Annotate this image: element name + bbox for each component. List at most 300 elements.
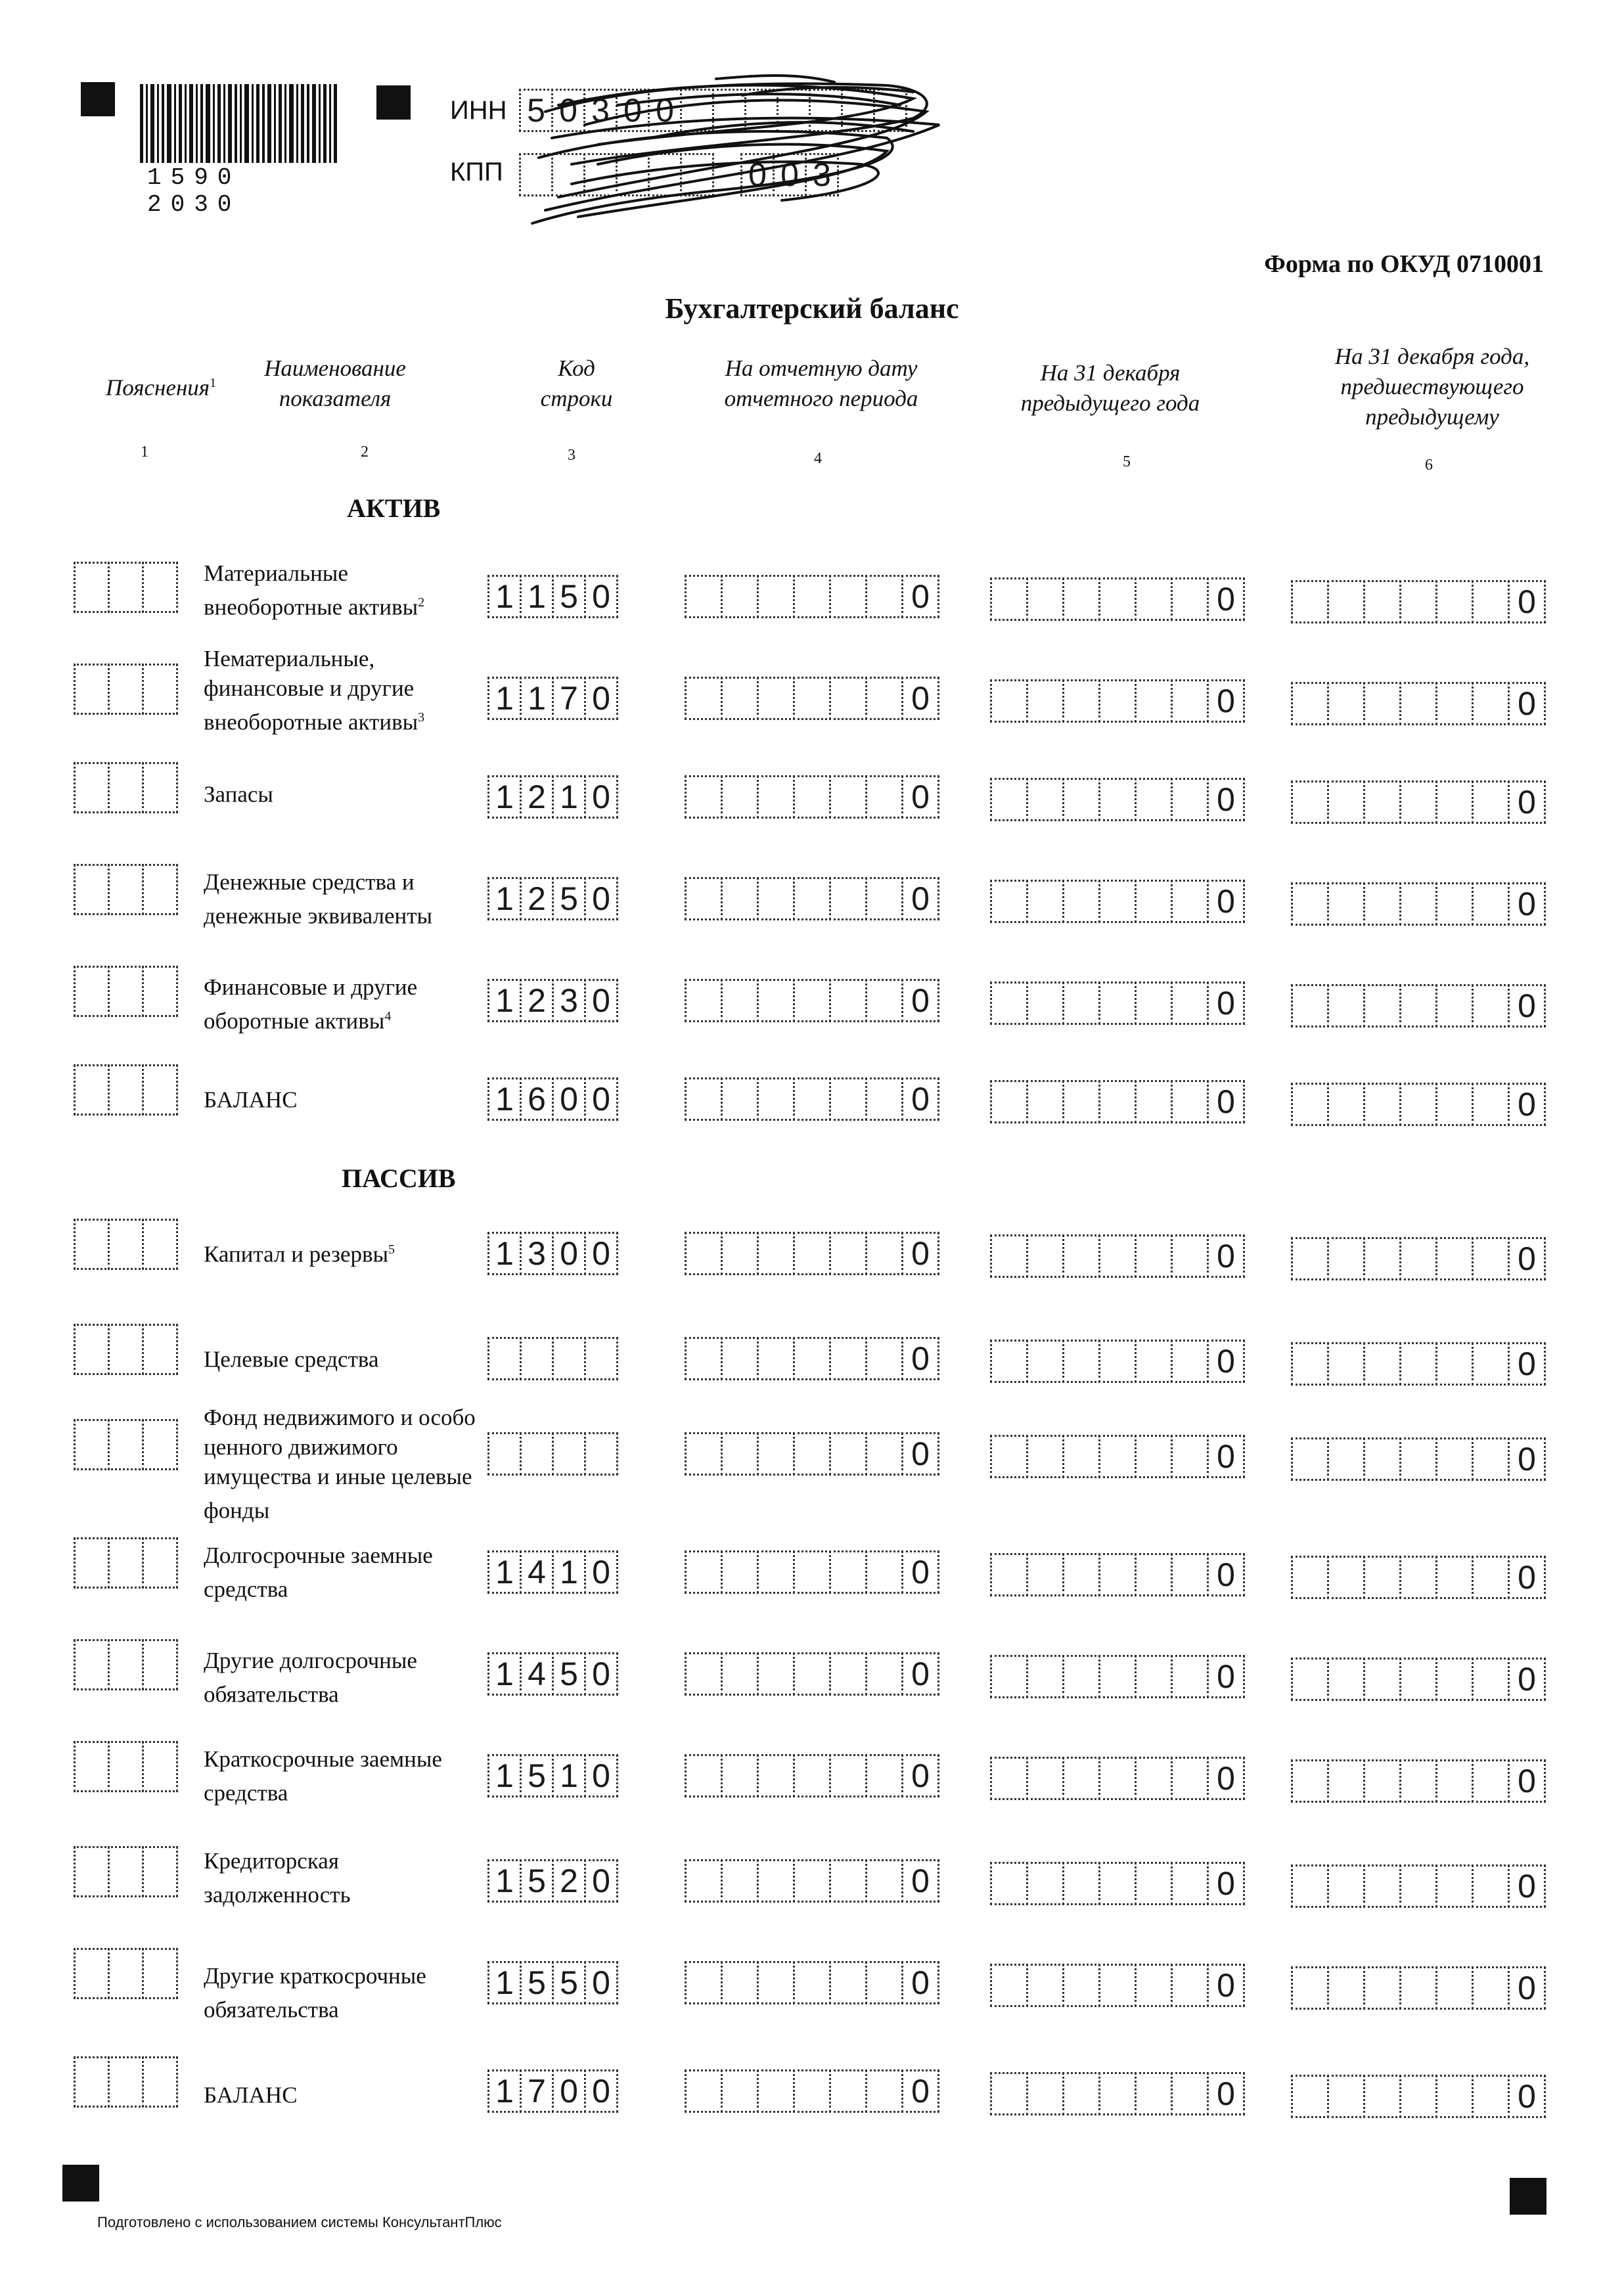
- line-code-digit: 0: [584, 575, 618, 618]
- line-code-digit: [584, 1337, 618, 1380]
- value-cell-empty: [1026, 1340, 1064, 1383]
- footnote-marker: 2: [418, 595, 425, 610]
- line-code-digit: 5: [552, 1961, 586, 2004]
- line-code-cells: [489, 1232, 618, 1275]
- value-cell-empty: [990, 1080, 1028, 1123]
- line-code-digit: [487, 1337, 522, 1380]
- value-cells-column-4: [687, 677, 939, 720]
- column-number: 3: [568, 447, 575, 464]
- notes-cell: [142, 2056, 178, 2108]
- value-cell-empty: [865, 2069, 903, 2113]
- line-code-digit: 1: [487, 1754, 522, 1797]
- value-cell-empty: [990, 778, 1028, 821]
- value-cell: 0: [1508, 1342, 1546, 1386]
- value-cell-empty: [685, 575, 723, 618]
- line-code-digit: 0: [584, 677, 618, 720]
- value-cell: 0: [1207, 982, 1245, 1025]
- value-cell-empty: [990, 2072, 1028, 2115]
- row-label-text: Краткосрочные заемные средства: [204, 1746, 442, 1806]
- value-cell-empty: [1327, 1237, 1365, 1280]
- line-code-digit: 0: [584, 2069, 618, 2113]
- value-cell-empty: [721, 1652, 759, 1696]
- value-cell-empty: [865, 677, 903, 720]
- value-cells-column-4: [687, 1754, 939, 1797]
- value-cell-empty: [685, 1550, 723, 1594]
- value-cell-empty: [1291, 1966, 1329, 2010]
- notes-cells: [76, 664, 178, 715]
- value-cell-empty: [1399, 1864, 1437, 1908]
- notes-cell: [108, 1639, 144, 1690]
- value-cell-empty: [1171, 1964, 1209, 2007]
- notes-cell: [108, 1219, 144, 1270]
- notes-cell: [74, 2056, 110, 2108]
- line-code-digit: 4: [520, 1652, 554, 1696]
- value-cell-empty: [1291, 984, 1329, 1028]
- value-cell-empty: [829, 677, 867, 720]
- line-code-cells: [489, 1550, 618, 1594]
- value-cell-empty: [1399, 780, 1437, 824]
- value-cell-empty: [1435, 580, 1474, 623]
- value-cell-empty: [1171, 2072, 1209, 2115]
- line-code-cells: [489, 677, 618, 720]
- row-label: [204, 867, 480, 931]
- value-cell-empty: [1363, 1083, 1401, 1126]
- value-cells-column-5: [992, 1757, 1245, 1800]
- value-cell-empty: [685, 775, 723, 819]
- value-cell-empty: [685, 877, 723, 920]
- line-code-digit: 2: [552, 1859, 586, 1903]
- value-cell-empty: [1062, 1080, 1100, 1123]
- value-cell-empty: [793, 1961, 831, 2004]
- value-cell-empty: [1291, 1083, 1329, 1126]
- value-cell-empty: [793, 877, 831, 920]
- value-cell-empty: [1171, 1234, 1209, 1278]
- value-cell-empty: [1291, 1658, 1329, 1701]
- value-cell: 0: [1508, 1759, 1546, 1803]
- value-cell-empty: [1327, 2075, 1365, 2118]
- value-cell-empty: [1327, 882, 1365, 926]
- notes-cells: [76, 1219, 178, 1270]
- value-cell-empty: [793, 1337, 831, 1380]
- value-cell-empty: [1062, 2072, 1100, 2115]
- value-cell-empty: [1098, 1964, 1137, 2007]
- value-cell-empty: [721, 1337, 759, 1380]
- row-label-text: Целевые средства: [204, 1346, 379, 1372]
- value-cell-empty: [1472, 1556, 1510, 1599]
- line-code-digit: 1: [487, 677, 522, 720]
- value-cells-column-6: [1293, 1966, 1546, 2010]
- barcode: [140, 84, 337, 163]
- line-code-digit: 5: [520, 1754, 554, 1797]
- line-code-digit: 1: [487, 1652, 522, 1696]
- value-cell-empty: [1026, 577, 1064, 621]
- line-code-digit: [584, 1432, 618, 1476]
- value-cell-empty: [829, 775, 867, 819]
- line-code-digit: [552, 1337, 586, 1380]
- value-cell: 0: [1207, 1964, 1245, 2007]
- row-label-text: Другие долгосрочные обязательства: [204, 1648, 417, 1707]
- value-cell-empty: [1363, 1864, 1401, 1908]
- value-cell-empty: [1399, 984, 1437, 1028]
- value-cell-empty: [990, 1234, 1028, 1278]
- value-cell-empty: [685, 1337, 723, 1380]
- value-cell-empty: [1062, 1234, 1100, 1278]
- value-cell-empty: [1098, 1234, 1137, 1278]
- value-cell-empty: [1171, 1435, 1209, 1478]
- value-cell-empty: [1171, 1080, 1209, 1123]
- line-code-digit: 0: [584, 1961, 618, 2004]
- line-code-digit: 5: [520, 1859, 554, 1903]
- notes-cell: [108, 1948, 144, 1999]
- value-cell-empty: [1291, 580, 1329, 623]
- value-cell-empty: [1435, 1759, 1474, 1803]
- value-cell-empty: [1472, 1083, 1510, 1126]
- line-code-cells: [489, 1961, 618, 2004]
- value-cell-empty: [865, 1961, 903, 2004]
- column-number: 2: [361, 443, 369, 461]
- value-cells-column-5: [992, 2072, 1245, 2115]
- value-cell-empty: [1098, 1080, 1137, 1123]
- notes-cell: [74, 966, 110, 1017]
- value-cell-empty: [1363, 1237, 1401, 1280]
- value-cell-empty: [1171, 982, 1209, 1025]
- section-assets: АКТИВ: [347, 493, 441, 523]
- value-cell-empty: [757, 575, 795, 618]
- notes-cell: [108, 1741, 144, 1792]
- notes-cell: [142, 1219, 178, 1270]
- line-code-digit: 1: [487, 575, 522, 618]
- value-cell-empty: [721, 575, 759, 618]
- line-code-digit: [520, 1432, 554, 1476]
- notes-cells: [76, 966, 178, 1017]
- page-title: Бухгалтерский баланс: [665, 292, 959, 325]
- value-cell-empty: [1171, 1553, 1209, 1596]
- value-cell: 0: [901, 775, 939, 819]
- value-cell-empty: [1435, 984, 1474, 1028]
- value-cells-column-5: [992, 577, 1245, 621]
- notes-cell: [142, 1324, 178, 1375]
- value-cell: 0: [1207, 679, 1245, 723]
- value-cell-empty: [1435, 1864, 1474, 1908]
- value-cell-empty: [757, 1754, 795, 1797]
- value-cell-empty: [1291, 1556, 1329, 1599]
- value-cell: 0: [901, 1754, 939, 1797]
- value-cell-empty: [829, 1077, 867, 1121]
- notes-cells: [76, 1537, 178, 1589]
- footnote-marker: 4: [384, 1009, 392, 1024]
- value-cell-empty: [1062, 880, 1100, 923]
- value-cell: 0: [1508, 682, 1546, 725]
- notes-cell: [74, 1639, 110, 1690]
- value-cell: 0: [1207, 880, 1245, 923]
- line-code-digit: [552, 1432, 586, 1476]
- value-cells-column-5: [992, 778, 1245, 821]
- value-cells-column-6: [1293, 1083, 1546, 1126]
- value-cell-empty: [1098, 1862, 1137, 1905]
- value-cell-empty: [1363, 1759, 1401, 1803]
- value-cell-empty: [757, 1859, 795, 1903]
- notes-cells: [76, 864, 178, 915]
- value-cell-empty: [1472, 1658, 1510, 1701]
- inn-digit: 0: [648, 89, 682, 132]
- value-cell-empty: [757, 1432, 795, 1476]
- value-cell-empty: [1435, 780, 1474, 824]
- row-label: [204, 1340, 480, 1374]
- registration-marker-bottom-right: [1510, 2178, 1546, 2215]
- value-cell-empty: [1327, 1759, 1365, 1803]
- value-cell-empty: [1026, 1080, 1064, 1123]
- value-cell-empty: [685, 1754, 723, 1797]
- value-cell-empty: [829, 1961, 867, 2004]
- notes-cell: [74, 1948, 110, 1999]
- value-cell-empty: [1098, 1435, 1137, 1478]
- value-cell: 0: [901, 1652, 939, 1696]
- value-cell-empty: [721, 979, 759, 1022]
- value-cell-empty: [865, 1432, 903, 1476]
- value-cell-empty: [1026, 1862, 1064, 1905]
- value-cell-empty: [1399, 1759, 1437, 1803]
- value-cell: 0: [1508, 1864, 1546, 1908]
- value-cells-column-4: [687, 979, 939, 1022]
- column-header-year-before-previous: На 31 декабря года, предшествующего предыдущему: [1334, 344, 1530, 430]
- value-cell-empty: [685, 1077, 723, 1121]
- value-cell-empty: [1135, 679, 1173, 723]
- column-header-line-code: Код строки: [540, 355, 613, 411]
- notes-cell: [108, 1846, 144, 1897]
- column-number: 6: [1425, 457, 1433, 474]
- value-cell-empty: [1435, 1966, 1474, 2010]
- value-cells-column-5: [992, 679, 1245, 723]
- value-cells-column-5: [992, 1435, 1245, 1478]
- notes-cells: [76, 1419, 178, 1470]
- line-code-digit: 2: [520, 775, 554, 819]
- notes-cells: [76, 1948, 178, 1999]
- value-cell-empty: [990, 679, 1028, 723]
- value-cell-empty: [793, 1859, 831, 1903]
- value-cell-empty: [1435, 1342, 1474, 1386]
- value-cell-empty: [1472, 780, 1510, 824]
- value-cell-empty: [1399, 1556, 1437, 1599]
- value-cell-empty: [1098, 2072, 1137, 2115]
- row-label: [204, 1541, 480, 1604]
- row-label-text: Другие краткосрочные обязательства: [204, 1963, 426, 2023]
- value-cell: 0: [1508, 882, 1546, 926]
- value-cells-column-6: [1293, 882, 1546, 926]
- value-cells-column-6: [1293, 1437, 1546, 1481]
- value-cell-empty: [1363, 2075, 1401, 2118]
- value-cell-empty: [1026, 880, 1064, 923]
- column-header-indicator: Наименование показателя: [264, 355, 406, 411]
- row-label-text: Капитал и резервы: [204, 1241, 389, 1267]
- value-cell-empty: [1327, 682, 1365, 725]
- row-label-text: Финансовые и другие оборотные активы: [204, 974, 418, 1034]
- value-cells-column-6: [1293, 984, 1546, 1028]
- value-cell-empty: [1062, 982, 1100, 1025]
- value-cell: 0: [1508, 580, 1546, 623]
- value-cell-empty: [829, 1652, 867, 1696]
- value-cell-empty: [1098, 1757, 1137, 1800]
- value-cell-empty: [757, 1232, 795, 1275]
- line-code-digit: 1: [487, 1961, 522, 2004]
- value-cell: 0: [901, 1550, 939, 1594]
- value-cell-empty: [793, 1652, 831, 1696]
- notes-cell: [74, 1741, 110, 1792]
- notes-cell: [108, 1537, 144, 1589]
- notes-cell: [74, 1846, 110, 1897]
- line-code-cells: [489, 1432, 618, 1476]
- value-cell-empty: [1327, 1864, 1365, 1908]
- value-cell-empty: [1135, 577, 1173, 621]
- line-code-digit: 1: [552, 1550, 586, 1594]
- value-cell-empty: [1098, 778, 1137, 821]
- value-cell-empty: [1135, 1862, 1173, 1905]
- line-code-digit: 0: [584, 979, 618, 1022]
- notes-cell: [142, 562, 178, 613]
- value-cell-empty: [1026, 1553, 1064, 1596]
- value-cell-empty: [1435, 1437, 1474, 1481]
- row-label-text: Денежные средства и денежные эквиваленты: [204, 869, 433, 929]
- value-cell-empty: [1171, 1757, 1209, 1800]
- value-cells-column-5: [992, 1234, 1245, 1278]
- row-label: [204, 1846, 480, 1910]
- section-liabilities: ПАССИВ: [342, 1163, 456, 1193]
- notes-cell: [74, 1537, 110, 1589]
- notes-cell: [142, 762, 178, 813]
- value-cell-empty: [1098, 880, 1137, 923]
- line-code-digit: 0: [584, 775, 618, 819]
- notes-cell: [142, 864, 178, 915]
- value-cell-empty: [990, 1757, 1028, 1800]
- line-code-digit: 1: [487, 2069, 522, 2113]
- value-cell-empty: [793, 2069, 831, 2113]
- value-cell-empty: [1435, 882, 1474, 926]
- value-cell-empty: [829, 1859, 867, 1903]
- row-label: [204, 1744, 480, 1808]
- value-cell-empty: [1363, 1966, 1401, 2010]
- value-cell-empty: [1026, 1234, 1064, 1278]
- value-cells-column-4: [687, 775, 939, 819]
- value-cell-empty: [757, 775, 795, 819]
- value-cell-empty: [721, 1754, 759, 1797]
- value-cell: 0: [1207, 1340, 1245, 1383]
- line-code-digit: [487, 1432, 522, 1476]
- row-label-text: Фонд недвижимого и особо ценного движимого имущества и иные целевые фонды: [204, 1405, 476, 1524]
- value-cell-empty: [1435, 1083, 1474, 1126]
- value-cell-empty: [1062, 1340, 1100, 1383]
- kpp-digit: 0: [773, 153, 807, 196]
- value-cells-column-5: [992, 880, 1245, 923]
- notes-cell: [142, 966, 178, 1017]
- value-cell: 0: [901, 1232, 939, 1275]
- value-cell-empty: [685, 2069, 723, 2113]
- value-cell-empty: [757, 1961, 795, 2004]
- value-cell-empty: [685, 1961, 723, 2004]
- value-cell-empty: [793, 775, 831, 819]
- value-cell-empty: [829, 1432, 867, 1476]
- value-cells-column-6: [1293, 1342, 1546, 1386]
- line-code-cells: [489, 877, 618, 920]
- value-cell-empty: [757, 677, 795, 720]
- value-cell-empty: [721, 677, 759, 720]
- value-cell-empty: [865, 979, 903, 1022]
- value-cell-empty: [990, 1340, 1028, 1383]
- value-cells-column-5: [992, 982, 1245, 1025]
- value-cell-empty: [1026, 1964, 1064, 2007]
- value-cell: 0: [1207, 1553, 1245, 1596]
- kpp-digit: 0: [740, 153, 775, 196]
- value-cell-empty: [1135, 1655, 1173, 1698]
- line-code-digit: 1: [520, 677, 554, 720]
- line-code-digit: 0: [584, 1077, 618, 1121]
- value-cell-empty: [1399, 2075, 1437, 2118]
- value-cell-empty: [1098, 679, 1137, 723]
- line-code-digit: 1: [487, 775, 522, 819]
- value-cell-empty: [1472, 580, 1510, 623]
- value-cell-empty: [1291, 1437, 1329, 1481]
- line-code-digit: 0: [584, 1754, 618, 1797]
- value-cell-empty: [829, 1232, 867, 1275]
- kpp-label: КПП: [450, 158, 503, 187]
- value-cell-empty: [721, 1432, 759, 1476]
- value-cell-empty: [1472, 1966, 1510, 2010]
- value-cell-empty: [1399, 1437, 1437, 1481]
- value-cell-empty: [1062, 679, 1100, 723]
- value-cell-empty: [1327, 780, 1365, 824]
- notes-cell: [74, 1219, 110, 1270]
- value-cell-empty: [1327, 1966, 1365, 2010]
- value-cells-column-4: [687, 1077, 939, 1121]
- footnote-marker: 1: [210, 376, 217, 390]
- value-cells-column-5: [992, 1340, 1245, 1383]
- value-cell-empty: [721, 1077, 759, 1121]
- value-cell-empty: [865, 877, 903, 920]
- notes-cell: [74, 1324, 110, 1375]
- value-cell-empty: [793, 1077, 831, 1121]
- value-cell: 0: [1207, 1435, 1245, 1478]
- value-cell-empty: [721, 1859, 759, 1903]
- value-cells-column-6: [1293, 1759, 1546, 1803]
- column-header-notes-label: Пояснения: [105, 374, 210, 401]
- line-code-digit: 7: [552, 677, 586, 720]
- line-code-digit: 5: [552, 877, 586, 920]
- value-cell-empty: [865, 1754, 903, 1797]
- notes-cells: [76, 1639, 178, 1690]
- value-cells-column-5: [992, 1655, 1245, 1698]
- notes-cell: [108, 864, 144, 915]
- value-cell-empty: [1026, 982, 1064, 1025]
- value-cells-column-4: [687, 575, 939, 618]
- notes-cell: [74, 864, 110, 915]
- value-cell-empty: [1062, 1757, 1100, 1800]
- inn-digit: 3: [583, 89, 618, 132]
- inn-label: ИНН: [450, 96, 507, 125]
- value-cell-empty: [1062, 1964, 1100, 2007]
- value-cell-empty: [990, 982, 1028, 1025]
- value-cell-empty: [1472, 1759, 1510, 1803]
- value-cell-empty: [1327, 1658, 1365, 1701]
- value-cell-empty: [1472, 2075, 1510, 2118]
- value-cells-column-4: [687, 1859, 939, 1903]
- row-label: [204, 1646, 480, 1709]
- line-code-digit: 0: [552, 2069, 586, 2113]
- value-cells-column-6: [1293, 1658, 1546, 1701]
- value-cell-empty: [1472, 1237, 1510, 1280]
- value-cell-empty: [793, 1432, 831, 1476]
- value-cell-empty: [1363, 682, 1401, 725]
- value-cell-empty: [990, 1862, 1028, 1905]
- value-cell-empty: [865, 1077, 903, 1121]
- value-cell-empty: [1062, 1655, 1100, 1698]
